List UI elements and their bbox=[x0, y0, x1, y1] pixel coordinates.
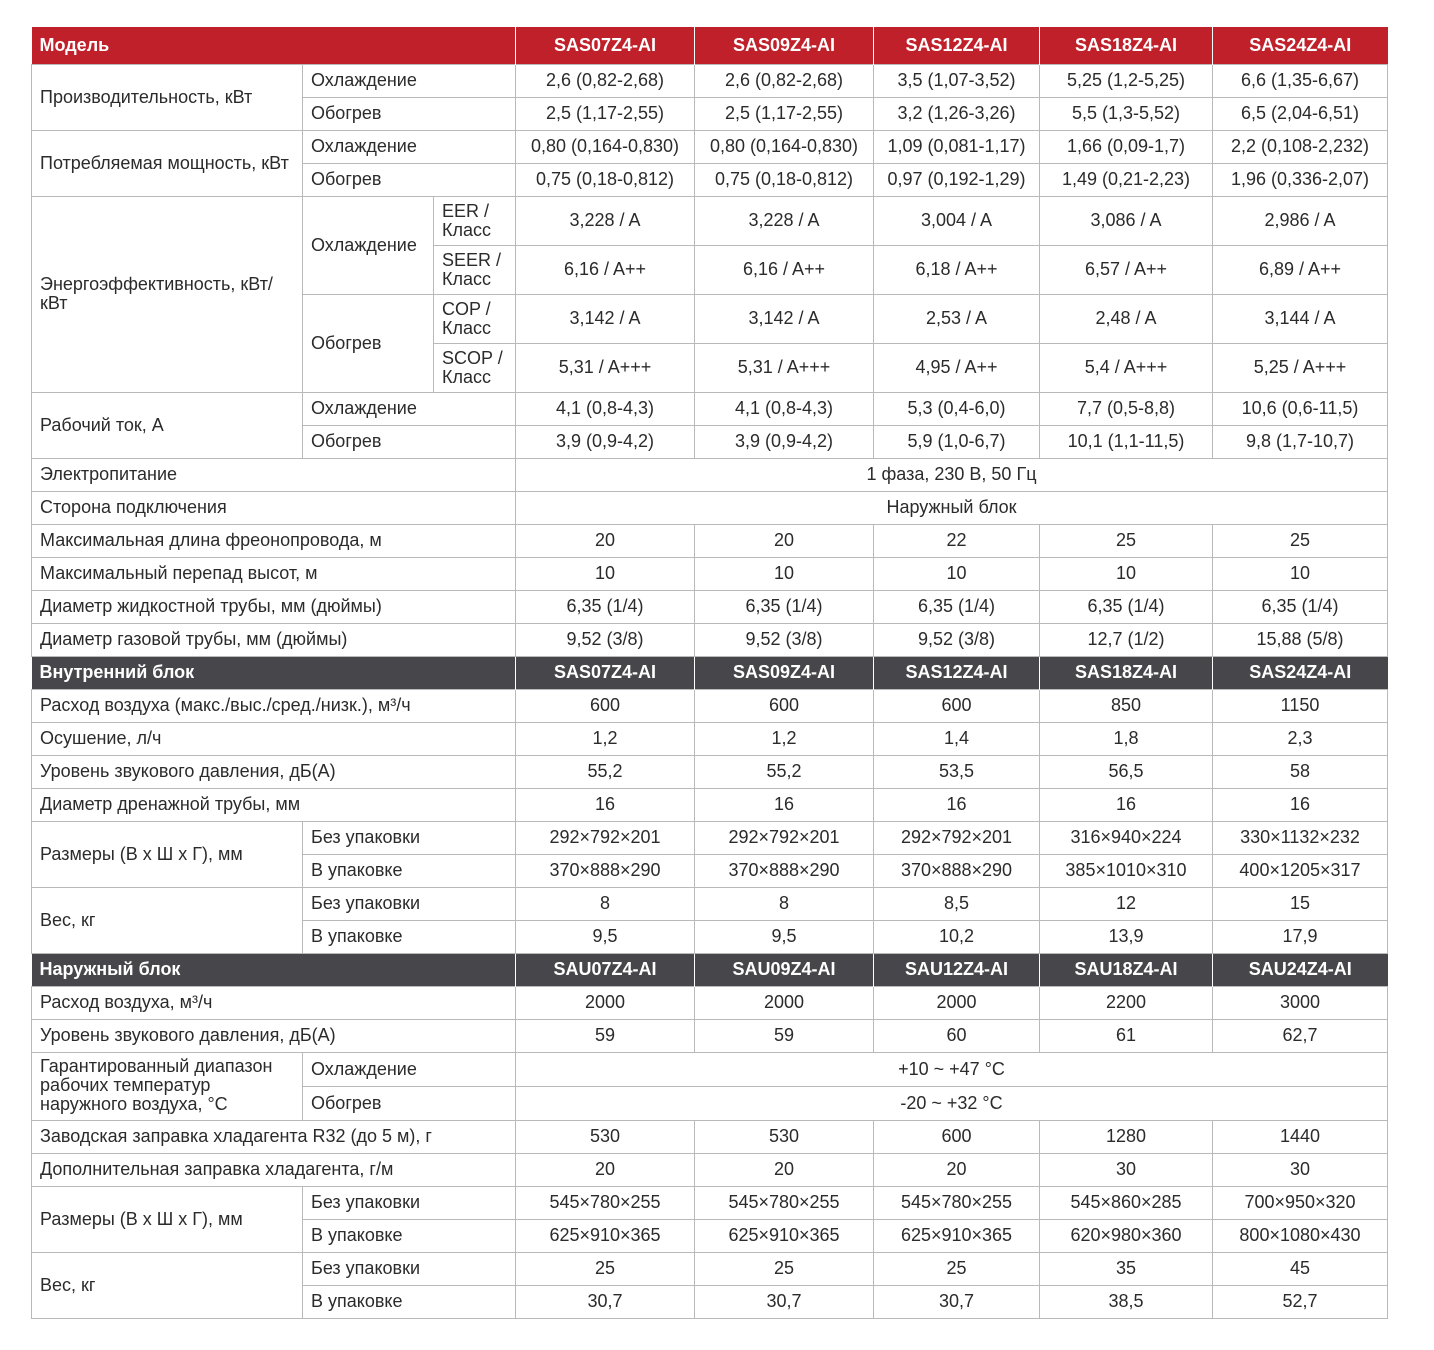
table-row bbox=[32, 524, 1388, 557]
sub-label: В упаковке bbox=[303, 854, 516, 887]
cell: 3,5 (1,07-3,52) bbox=[874, 64, 1040, 97]
model-col: SAS18Z4-AI bbox=[1040, 656, 1213, 689]
cell: 385×1010×310 bbox=[1040, 854, 1213, 887]
row-label: Максимальный перепад высот, м bbox=[32, 557, 516, 590]
cell: 530 bbox=[516, 1120, 695, 1153]
cell: 370×888×290 bbox=[874, 854, 1040, 887]
cell: 545×780×255 bbox=[874, 1186, 1040, 1219]
cell: 25 bbox=[516, 1252, 695, 1285]
table-row bbox=[32, 1186, 1388, 1219]
cell: 2000 bbox=[874, 986, 1040, 1019]
row-label: Расход воздуха, м³/ч bbox=[32, 986, 516, 1019]
cell: 25 bbox=[874, 1252, 1040, 1285]
model-header: Модель bbox=[32, 27, 516, 64]
cell: 6,35 (1/4) bbox=[695, 590, 874, 623]
table-row bbox=[32, 1153, 1388, 1186]
model-col: SAS18Z4-AI bbox=[1040, 27, 1213, 64]
row-label: Максимальная длина фреонопровода, м bbox=[32, 524, 516, 557]
table-row bbox=[32, 1252, 1388, 1285]
table-row bbox=[32, 755, 1388, 788]
cell: 7,7 (0,5-8,8) bbox=[1040, 392, 1213, 425]
cell: 38,5 bbox=[1040, 1285, 1213, 1318]
cell: 316×940×224 bbox=[1040, 821, 1213, 854]
table-row bbox=[32, 1019, 1388, 1052]
metric-label: EER / Класс bbox=[434, 196, 516, 245]
cell: 2,986 / A bbox=[1213, 196, 1388, 245]
cell: 10 bbox=[695, 557, 874, 590]
cell: 6,35 (1/4) bbox=[516, 590, 695, 623]
cell: 17,9 bbox=[1213, 920, 1388, 953]
cell: 25 bbox=[695, 1252, 874, 1285]
cell: 3,144 / A bbox=[1213, 294, 1388, 343]
table-row bbox=[32, 623, 1388, 656]
model-col: SAU07Z4-AI bbox=[516, 953, 695, 986]
cell: 30,7 bbox=[695, 1285, 874, 1318]
cell: 5,31 / A+++ bbox=[695, 343, 874, 392]
metric-label: COP / Класс bbox=[434, 294, 516, 343]
cell: 2,5 (1,17-2,55) bbox=[516, 97, 695, 130]
table-row bbox=[32, 788, 1388, 821]
table-row bbox=[32, 557, 1388, 590]
table-row bbox=[32, 590, 1388, 623]
cell: 1440 bbox=[1213, 1120, 1388, 1153]
cell: 292×792×201 bbox=[874, 821, 1040, 854]
model-col: SAS12Z4-AI bbox=[874, 27, 1040, 64]
table-row bbox=[32, 130, 1388, 163]
header-row-outdoor bbox=[32, 953, 1388, 986]
cell: 6,16 / A++ bbox=[516, 245, 695, 294]
sub-label: Обогрев bbox=[303, 163, 516, 196]
cell: 292×792×201 bbox=[695, 821, 874, 854]
cell: 3,228 / A bbox=[516, 196, 695, 245]
table-row bbox=[32, 1120, 1388, 1153]
cell: Наружный блок bbox=[516, 491, 1388, 524]
row-label: Гарантированный диапазон рабочих температур наружного воздуха, °С bbox=[32, 1052, 303, 1120]
row-label: Уровень звукового давления, дБ(А) bbox=[32, 755, 516, 788]
table-row bbox=[32, 64, 1388, 97]
header-row-indoor bbox=[32, 656, 1388, 689]
outdoor-header: Наружный блок bbox=[32, 953, 516, 986]
cell: 850 bbox=[1040, 689, 1213, 722]
cell: 3,142 / A bbox=[516, 294, 695, 343]
cell: 1,09 (0,081-1,17) bbox=[874, 130, 1040, 163]
sub-label: Охлаждение bbox=[303, 130, 516, 163]
cell: 20 bbox=[695, 1153, 874, 1186]
indoor-header: Внутренний блок bbox=[32, 656, 516, 689]
cell: 3,086 / A bbox=[1040, 196, 1213, 245]
cell: 4,1 (0,8-4,3) bbox=[516, 392, 695, 425]
row-label: Диаметр дренажной трубы, мм bbox=[32, 788, 516, 821]
cell: 6,35 (1/4) bbox=[1040, 590, 1213, 623]
sub-label: Обогрев bbox=[303, 425, 516, 458]
cell: 12 bbox=[1040, 887, 1213, 920]
cell: 5,25 / A+++ bbox=[1213, 343, 1388, 392]
cell: 1,2 bbox=[695, 722, 874, 755]
model-col: SAU24Z4-AI bbox=[1213, 953, 1388, 986]
model-col: SAS09Z4-AI bbox=[695, 27, 874, 64]
cell: 9,8 (1,7-10,7) bbox=[1213, 425, 1388, 458]
cell: 60 bbox=[874, 1019, 1040, 1052]
row-label: Энергоэффективность, кВт/кВт bbox=[32, 196, 303, 392]
cell: 3,228 / A bbox=[695, 196, 874, 245]
cell: 6,5 (2,04-6,51) bbox=[1213, 97, 1388, 130]
cell: -20 ~ +32 °С bbox=[516, 1086, 1388, 1120]
cell: 10,6 (0,6-11,5) bbox=[1213, 392, 1388, 425]
cell: 5,4 / A+++ bbox=[1040, 343, 1213, 392]
cell: 59 bbox=[695, 1019, 874, 1052]
cell: 12,7 (1/2) bbox=[1040, 623, 1213, 656]
model-col: SAU18Z4-AI bbox=[1040, 953, 1213, 986]
row-label: Производительность, кВт bbox=[32, 64, 303, 130]
cell: 600 bbox=[695, 689, 874, 722]
sub-label: Охлаждение bbox=[303, 392, 516, 425]
cell: 3,9 (0,9-4,2) bbox=[516, 425, 695, 458]
cell: 1,96 (0,336-2,07) bbox=[1213, 163, 1388, 196]
model-col: SAS07Z4-AI bbox=[516, 27, 695, 64]
cell: 370×888×290 bbox=[516, 854, 695, 887]
row-label: Заводская заправка хладагента R32 (до 5 м), г bbox=[32, 1120, 516, 1153]
cell: 15,88 (5/8) bbox=[1213, 623, 1388, 656]
table-row bbox=[32, 196, 1388, 245]
cell: 10 bbox=[1040, 557, 1213, 590]
table-row bbox=[32, 491, 1388, 524]
cell: 16 bbox=[695, 788, 874, 821]
cell: 1150 bbox=[1213, 689, 1388, 722]
cell: 55,2 bbox=[516, 755, 695, 788]
cell: 1,8 bbox=[1040, 722, 1213, 755]
cell: 600 bbox=[874, 689, 1040, 722]
cell: +10 ~ +47 °С bbox=[516, 1052, 1388, 1086]
model-col: SAU09Z4-AI bbox=[695, 953, 874, 986]
model-col: SAS24Z4-AI bbox=[1213, 656, 1388, 689]
sub-label: Охлаждение bbox=[303, 196, 434, 294]
cell: 625×910×365 bbox=[695, 1219, 874, 1252]
cell: 3,9 (0,9-4,2) bbox=[695, 425, 874, 458]
model-col: SAU12Z4-AI bbox=[874, 953, 1040, 986]
sub-label: Охлаждение bbox=[303, 64, 516, 97]
cell: 6,6 (1,35-6,67) bbox=[1213, 64, 1388, 97]
cell: 3,142 / A bbox=[695, 294, 874, 343]
cell: 2,6 (0,82-2,68) bbox=[516, 64, 695, 97]
cell: 15 bbox=[1213, 887, 1388, 920]
sub-label: Без упаковки bbox=[303, 1252, 516, 1285]
cell: 10,2 bbox=[874, 920, 1040, 953]
metric-label: SEER / Класс bbox=[434, 245, 516, 294]
cell: 1 фаза, 230 В, 50 Гц bbox=[516, 458, 1388, 491]
cell: 625×910×365 bbox=[874, 1219, 1040, 1252]
cell: 2,5 (1,17-2,55) bbox=[695, 97, 874, 130]
cell: 10 bbox=[1213, 557, 1388, 590]
header-row-model bbox=[32, 27, 1388, 64]
row-label: Потребляемая мощность, кВт bbox=[32, 130, 303, 196]
row-label: Размеры (В х Ш х Г), мм bbox=[32, 821, 303, 887]
cell: 545×780×255 bbox=[516, 1186, 695, 1219]
cell: 6,89 / A++ bbox=[1213, 245, 1388, 294]
cell: 30,7 bbox=[874, 1285, 1040, 1318]
cell: 2,48 / A bbox=[1040, 294, 1213, 343]
cell: 6,18 / A++ bbox=[874, 245, 1040, 294]
table-row bbox=[32, 722, 1388, 755]
row-label: Электропитание bbox=[32, 458, 516, 491]
cell: 1,66 (0,09-1,7) bbox=[1040, 130, 1213, 163]
cell: 22 bbox=[874, 524, 1040, 557]
cell: 5,25 (1,2-5,25) bbox=[1040, 64, 1213, 97]
cell: 600 bbox=[516, 689, 695, 722]
cell: 20 bbox=[874, 1153, 1040, 1186]
cell: 10 bbox=[516, 557, 695, 590]
cell: 10,1 (1,1-11,5) bbox=[1040, 425, 1213, 458]
sub-label: Без упаковки bbox=[303, 887, 516, 920]
cell: 330×1132×232 bbox=[1213, 821, 1388, 854]
sub-label: В упаковке bbox=[303, 1285, 516, 1318]
cell: 1,49 (0,21-2,23) bbox=[1040, 163, 1213, 196]
cell: 9,5 bbox=[695, 920, 874, 953]
cell: 20 bbox=[516, 524, 695, 557]
cell: 53,5 bbox=[874, 755, 1040, 788]
cell: 5,3 (0,4-6,0) bbox=[874, 392, 1040, 425]
cell: 61 bbox=[1040, 1019, 1213, 1052]
cell: 2000 bbox=[695, 986, 874, 1019]
sub-label: Охлаждение bbox=[303, 1052, 516, 1086]
cell: 2,6 (0,82-2,68) bbox=[695, 64, 874, 97]
table-row bbox=[32, 392, 1388, 425]
cell: 3000 bbox=[1213, 986, 1388, 1019]
cell: 2200 bbox=[1040, 986, 1213, 1019]
cell: 625×910×365 bbox=[516, 1219, 695, 1252]
cell: 3,004 / A bbox=[874, 196, 1040, 245]
table-row bbox=[32, 689, 1388, 722]
row-label: Дополнительная заправка хладагента, г/м bbox=[32, 1153, 516, 1186]
cell: 1,2 bbox=[516, 722, 695, 755]
metric-label: SCOP / Класс bbox=[434, 343, 516, 392]
cell: 545×780×255 bbox=[695, 1186, 874, 1219]
sub-label: Обогрев bbox=[303, 97, 516, 130]
cell: 292×792×201 bbox=[516, 821, 695, 854]
row-label: Уровень звукового давления, дБ(А) bbox=[32, 1019, 516, 1052]
cell: 25 bbox=[1213, 524, 1388, 557]
row-label: Сторона подключения bbox=[32, 491, 516, 524]
cell: 2,3 bbox=[1213, 722, 1388, 755]
sub-label: Обогрев bbox=[303, 1086, 516, 1120]
cell: 62,7 bbox=[1213, 1019, 1388, 1052]
cell: 4,1 (0,8-4,3) bbox=[695, 392, 874, 425]
cell: 8 bbox=[516, 887, 695, 920]
table-row bbox=[32, 1052, 1388, 1086]
spec-table bbox=[31, 27, 1388, 1319]
model-col: SAS12Z4-AI bbox=[874, 656, 1040, 689]
cell: 2,2 (0,108-2,232) bbox=[1213, 130, 1388, 163]
model-col: SAS09Z4-AI bbox=[695, 656, 874, 689]
cell: 0,80 (0,164-0,830) bbox=[516, 130, 695, 163]
cell: 6,16 / A++ bbox=[695, 245, 874, 294]
cell: 16 bbox=[874, 788, 1040, 821]
cell: 2000 bbox=[516, 986, 695, 1019]
model-col: SAS24Z4-AI bbox=[1213, 27, 1388, 64]
cell: 0,75 (0,18-0,812) bbox=[516, 163, 695, 196]
table-row bbox=[32, 986, 1388, 1019]
row-label: Вес, кг bbox=[32, 887, 303, 953]
table-row bbox=[32, 821, 1388, 854]
row-label: Вес, кг bbox=[32, 1252, 303, 1318]
cell: 30 bbox=[1213, 1153, 1388, 1186]
cell: 1280 bbox=[1040, 1120, 1213, 1153]
sub-label: Обогрев bbox=[303, 294, 434, 392]
cell: 400×1205×317 bbox=[1213, 854, 1388, 887]
row-label: Рабочий ток, А bbox=[32, 392, 303, 458]
cell: 6,35 (1/4) bbox=[1213, 590, 1388, 623]
cell: 30,7 bbox=[516, 1285, 695, 1318]
cell: 45 bbox=[1213, 1252, 1388, 1285]
row-label: Диаметр жидкостной трубы, мм (дюймы) bbox=[32, 590, 516, 623]
cell: 5,9 (1,0-6,7) bbox=[874, 425, 1040, 458]
cell: 52,7 bbox=[1213, 1285, 1388, 1318]
cell: 55,2 bbox=[695, 755, 874, 788]
sub-label: В упаковке bbox=[303, 1219, 516, 1252]
cell: 56,5 bbox=[1040, 755, 1213, 788]
cell: 0,97 (0,192-1,29) bbox=[874, 163, 1040, 196]
cell: 25 bbox=[1040, 524, 1213, 557]
cell: 1,4 bbox=[874, 722, 1040, 755]
cell: 4,95 / A++ bbox=[874, 343, 1040, 392]
cell: 800×1080×430 bbox=[1213, 1219, 1388, 1252]
sub-label: В упаковке bbox=[303, 920, 516, 953]
cell: 620×980×360 bbox=[1040, 1219, 1213, 1252]
model-col: SAS07Z4-AI bbox=[516, 656, 695, 689]
cell: 16 bbox=[1213, 788, 1388, 821]
cell: 8 bbox=[695, 887, 874, 920]
row-label: Осушение, л/ч bbox=[32, 722, 516, 755]
cell: 6,57 / A++ bbox=[1040, 245, 1213, 294]
table-row bbox=[32, 887, 1388, 920]
cell: 16 bbox=[1040, 788, 1213, 821]
cell: 370×888×290 bbox=[695, 854, 874, 887]
cell: 58 bbox=[1213, 755, 1388, 788]
cell: 0,80 (0,164-0,830) bbox=[695, 130, 874, 163]
cell: 9,52 (3/8) bbox=[695, 623, 874, 656]
cell: 600 bbox=[874, 1120, 1040, 1153]
row-label: Расход воздуха (макс./выс./сред./низк.), м³/ч bbox=[32, 689, 516, 722]
cell: 2,53 / A bbox=[874, 294, 1040, 343]
cell: 0,75 (0,18-0,812) bbox=[695, 163, 874, 196]
cell: 8,5 bbox=[874, 887, 1040, 920]
cell: 3,2 (1,26-3,26) bbox=[874, 97, 1040, 130]
cell: 5,5 (1,3-5,52) bbox=[1040, 97, 1213, 130]
cell: 700×950×320 bbox=[1213, 1186, 1388, 1219]
cell: 9,5 bbox=[516, 920, 695, 953]
cell: 9,52 (3/8) bbox=[516, 623, 695, 656]
cell: 13,9 bbox=[1040, 920, 1213, 953]
cell: 20 bbox=[695, 524, 874, 557]
cell: 59 bbox=[516, 1019, 695, 1052]
cell: 6,35 (1/4) bbox=[874, 590, 1040, 623]
table-row bbox=[32, 458, 1388, 491]
cell: 5,31 / A+++ bbox=[516, 343, 695, 392]
cell: 16 bbox=[516, 788, 695, 821]
cell: 35 bbox=[1040, 1252, 1213, 1285]
cell: 10 bbox=[874, 557, 1040, 590]
row-label: Размеры (В х Ш х Г), мм bbox=[32, 1186, 303, 1252]
sub-label: Без упаковки bbox=[303, 821, 516, 854]
cell: 9,52 (3/8) bbox=[874, 623, 1040, 656]
sub-label: Без упаковки bbox=[303, 1186, 516, 1219]
cell: 30 bbox=[1040, 1153, 1213, 1186]
cell: 530 bbox=[695, 1120, 874, 1153]
cell: 20 bbox=[516, 1153, 695, 1186]
row-label: Диаметр газовой трубы, мм (дюймы) bbox=[32, 623, 516, 656]
cell: 545×860×285 bbox=[1040, 1186, 1213, 1219]
